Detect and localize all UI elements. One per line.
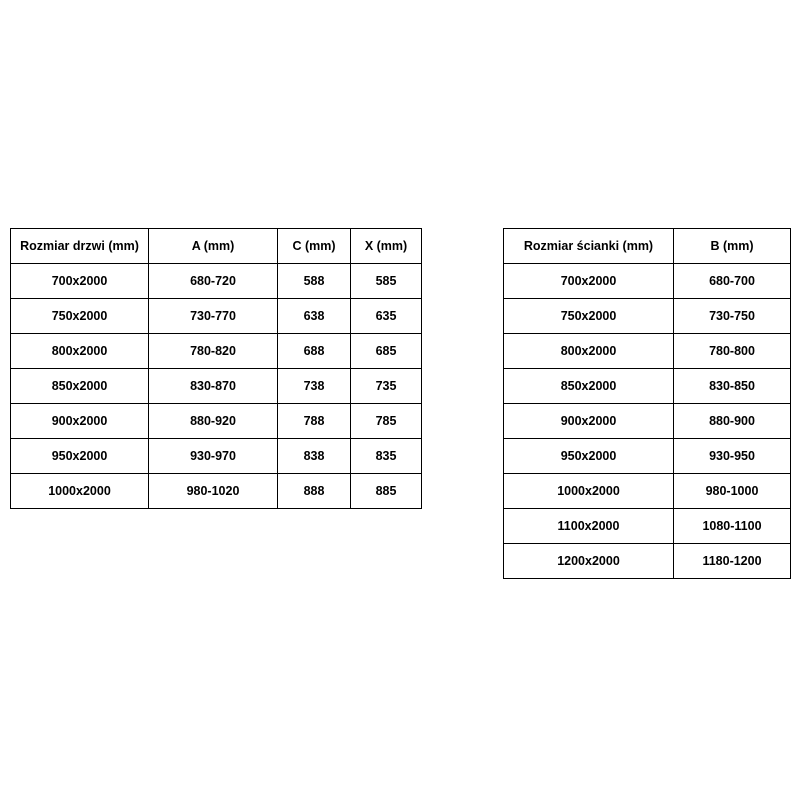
cell-door-size: 700x2000	[11, 264, 149, 299]
cell-door-size: 950x2000	[11, 439, 149, 474]
cell-x: 885	[351, 474, 422, 509]
cell-door-size: 750x2000	[11, 299, 149, 334]
cell-x: 835	[351, 439, 422, 474]
cell-wall-size: 950x2000	[504, 439, 674, 474]
column-header-wall-size: Rozmiar ścianki (mm)	[504, 229, 674, 264]
cell-c: 588	[278, 264, 351, 299]
cell-b: 730-750	[674, 299, 791, 334]
cell-x: 785	[351, 404, 422, 439]
cell-b: 1180-1200	[674, 544, 791, 579]
table-row	[11, 439, 422, 474]
cell-c: 788	[278, 404, 351, 439]
cell-a: 880-920	[149, 404, 278, 439]
cell-b: 880-900	[674, 404, 791, 439]
cell-a: 680-720	[149, 264, 278, 299]
cell-wall-size: 800x2000	[504, 334, 674, 369]
cell-a: 980-1020	[149, 474, 278, 509]
cell-c: 738	[278, 369, 351, 404]
table-row	[11, 474, 422, 509]
cell-a: 830-870	[149, 369, 278, 404]
cell-c: 838	[278, 439, 351, 474]
table-row	[11, 334, 422, 369]
doors-table-body	[11, 264, 422, 509]
table-row	[504, 334, 791, 369]
cell-c: 638	[278, 299, 351, 334]
walls-table-body	[504, 264, 791, 579]
cell-b: 1080-1100	[674, 509, 791, 544]
table-row	[504, 404, 791, 439]
shower-wall-size-table	[503, 228, 791, 579]
table-row	[504, 299, 791, 334]
table-row	[504, 474, 791, 509]
cell-door-size: 900x2000	[11, 404, 149, 439]
cell-x: 585	[351, 264, 422, 299]
cell-a: 730-770	[149, 299, 278, 334]
cell-wall-size: 850x2000	[504, 369, 674, 404]
cell-b: 830-850	[674, 369, 791, 404]
cell-wall-size: 1000x2000	[504, 474, 674, 509]
table-row	[504, 369, 791, 404]
table-row	[504, 439, 791, 474]
table-row	[11, 264, 422, 299]
table-header-row	[11, 229, 422, 264]
table-row	[504, 264, 791, 299]
table-row	[504, 509, 791, 544]
cell-x: 685	[351, 334, 422, 369]
table-row	[11, 299, 422, 334]
cell-wall-size: 700x2000	[504, 264, 674, 299]
column-header-b: B (mm)	[674, 229, 791, 264]
cell-c: 888	[278, 474, 351, 509]
cell-c: 688	[278, 334, 351, 369]
column-header-x: X (mm)	[351, 229, 422, 264]
column-header-c: C (mm)	[278, 229, 351, 264]
cell-wall-size: 900x2000	[504, 404, 674, 439]
cell-b: 930-950	[674, 439, 791, 474]
doors-table-header	[11, 229, 422, 264]
cell-a: 780-820	[149, 334, 278, 369]
table-row	[504, 544, 791, 579]
cell-b: 980-1000	[674, 474, 791, 509]
cell-b: 680-700	[674, 264, 791, 299]
cell-wall-size: 1100x2000	[504, 509, 674, 544]
column-header-a: A (mm)	[149, 229, 278, 264]
walls-table-header	[504, 229, 791, 264]
cell-a: 930-970	[149, 439, 278, 474]
cell-x: 635	[351, 299, 422, 334]
cell-x: 735	[351, 369, 422, 404]
column-header-door-size: Rozmiar drzwi (mm)	[11, 229, 149, 264]
cell-door-size: 800x2000	[11, 334, 149, 369]
cell-wall-size: 1200x2000	[504, 544, 674, 579]
table-row	[11, 369, 422, 404]
cell-door-size: 850x2000	[11, 369, 149, 404]
cell-wall-size: 750x2000	[504, 299, 674, 334]
shower-door-size-table	[10, 228, 422, 509]
table-row	[11, 404, 422, 439]
cell-b: 780-800	[674, 334, 791, 369]
table-header-row	[504, 229, 791, 264]
cell-door-size: 1000x2000	[11, 474, 149, 509]
